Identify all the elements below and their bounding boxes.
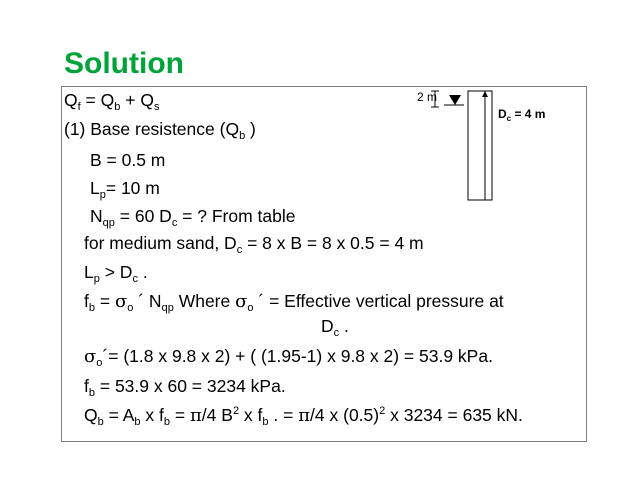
dc-arrow-top-icon — [482, 91, 488, 97]
qb-calc: $Q_b = A_b$ x $f_b = \pi/4$ $B^2$ x $f_b$ . = π/4 x $(0.5)^2$ x 3234 = 635 kN. — [84, 405, 523, 428]
fb-formula: $f_b = \sigma_o$ ´ $N_{qp}$ Where $\sigma_o$ ´ = Effective vertical pressure at — [84, 291, 504, 314]
base-resistance-heading: (1) Base resistence ($Q_b$ ) — [64, 119, 256, 142]
solution-box — [61, 86, 587, 442]
dc-label: $D_c = 4$ m — [498, 107, 546, 123]
pile-figure — [431, 91, 492, 200]
water-table-marker-icon — [449, 95, 461, 105]
lp-gt-dc: $L_p > D_c$ . — [84, 262, 148, 285]
medium-sand-dc: for medium sand, $D_c = 8$ x B = 8 x 0.5 = 4 m — [84, 233, 424, 256]
length-lp: $L_p= 10$ m — [90, 178, 160, 201]
fb-calc: $f_b = 53.9$ x 60 = 3234 kPa. — [84, 376, 286, 399]
width-b: B = 0.5 m — [90, 150, 166, 170]
equation-qf: $Q_f = Q_b + Q_s$ — [64, 90, 160, 113]
nqp-dc-line: $N_{qp} = 60$ $D_c$ = ? From table — [90, 206, 296, 229]
depth-label: 2 m — [417, 90, 438, 104]
pile-shaft — [468, 91, 492, 200]
slide-title: Solution — [64, 47, 184, 80]
effective-pressure-calc: $\sigma_o´= (1.8$ x 9.8 x 2) + ( (1.95-1) x 9.8 x 2) = 53.9 kPa. — [84, 346, 493, 369]
fb-formula-continued: $D_c$ . — [321, 316, 349, 339]
